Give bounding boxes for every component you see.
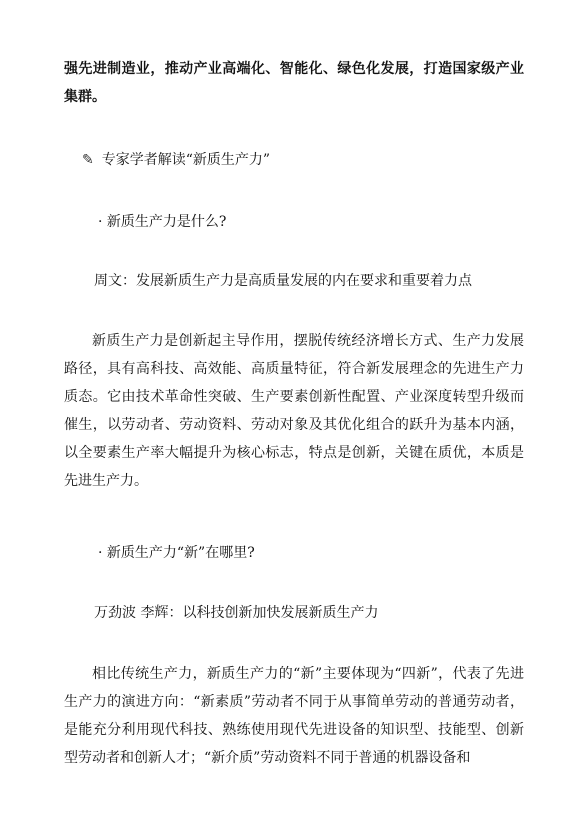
question-2: · 新质生产力“新”在哪里? <box>98 545 255 561</box>
intro-paragraph: 强先进制造业，推动产业高端化、智能化、绿色化发展，打造国家级产业集群。 <box>64 61 524 105</box>
question-1: · 新质生产力是什么? <box>98 214 227 230</box>
section-heading <box>82 150 270 170</box>
section-heading-text: 专家学者解读“新质生产力” <box>101 152 271 168</box>
pencil-icon: ✎ <box>82 152 94 168</box>
source-1: 周文：发展新质生产力是高质量发展的内在要求和重要着力点 <box>94 273 472 289</box>
source-2: 万劲波 李辉：以科技创新加快发展新质生产力 <box>94 605 379 621</box>
paragraph-1: 新质生产力是创新起主导作用，摆脱传统经济增长方式、生产力发展路径，具有高科技、高效能、高质量特征，符合新发展理念的先进生产力质态。它由技术革命性突破、生产要素创新性配置、产业深度转型升级而催生，以劳动者、劳动资料、劳动对象及其优化组合的跃升为基本内涵，以全要素生产率大幅提升为核心标志，特点是创新，关键在质优，本质是先进生产力。 <box>64 333 524 489</box>
paragraph-2: 相比传统生产力，新质生产力的“新”主要体现为“四新”，代表了先进生产力的演进方向：“新素质”劳动者不同于从事简单劳动的普通劳动者，是能充分利用现代科技、熟练使用现代先进设备的知识型、技能型、创新型劳动者和创新人才；“新介质”劳动资料不同于普通的机器设备和 <box>64 666 524 766</box>
